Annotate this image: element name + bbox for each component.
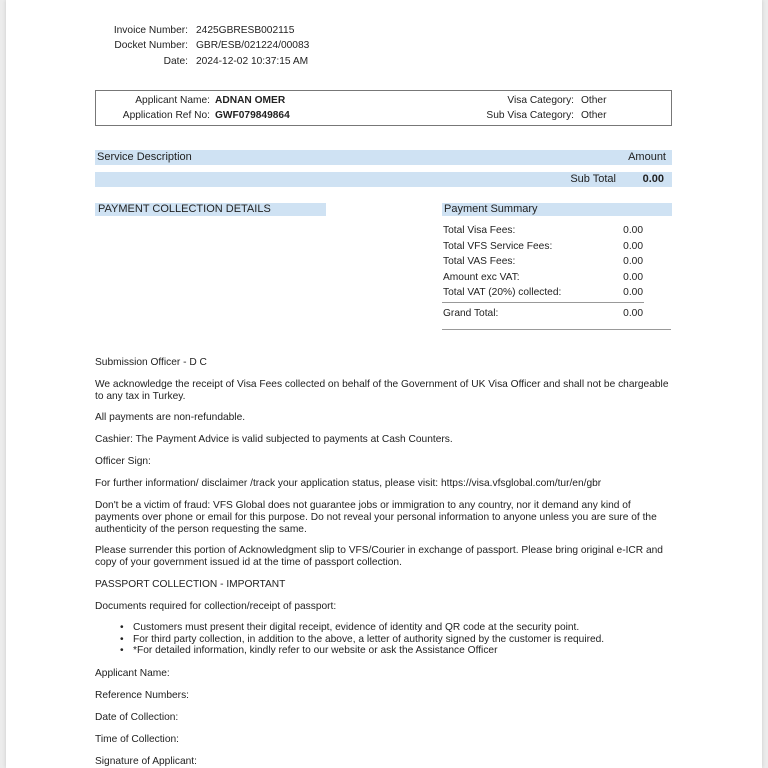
applicant-name-label: Applicant Name: <box>135 95 210 106</box>
invoice-number-value: 2425GBRESB002115 <box>196 25 295 36</box>
passport-collection-title: PASSPORT COLLECTION - IMPORTANT <box>95 579 286 590</box>
summary-value: 0.00 <box>623 256 643 267</box>
applicant-name-value: ADNAN OMER <box>215 95 286 106</box>
service-description-label: Service Description <box>97 151 192 163</box>
officer-sign-label: Officer Sign: <box>95 456 151 467</box>
submission-officer: Submission Officer - D C <box>95 357 207 368</box>
reference-numbers-label: Reference Numbers: <box>95 690 189 701</box>
visa-category-label: Visa Category: <box>507 95 574 106</box>
summary-label: Amount exc VAT: <box>443 272 520 283</box>
payment-summary-title: Payment Summary <box>444 203 538 215</box>
sub-visa-category-value: Other <box>581 110 607 121</box>
grand-total-value: 0.00 <box>623 308 643 319</box>
summary-label: Total Visa Fees: <box>443 225 516 236</box>
time-of-collection-label: Time of Collection: <box>95 734 179 745</box>
summary-row <box>443 256 643 271</box>
further-info-text: For further information/ disclaimer /track your application status, please visit: https://visa.vfsglobal.com/tur/en/gbr <box>95 478 602 489</box>
application-ref-value: GWF079849864 <box>215 110 290 121</box>
date-value: 2024-12-02 10:37:15 AM <box>196 56 309 67</box>
applicant-name-field-label: Applicant Name: <box>95 668 170 679</box>
summary-row <box>443 241 643 256</box>
summary-label: Total VAS Fees: <box>443 256 516 267</box>
application-ref-label: Application Ref No: <box>122 110 210 121</box>
cashier-text: Cashier: The Payment Advice is valid subjected to payments at Cash Counters. <box>95 434 453 445</box>
acknowledgement-text: We acknowledge the receipt of Visa Fees collected on behalf of the Government of UK Visa Officer and shall not be chargeable to any tax in Turkey. <box>95 379 669 402</box>
amount-label: Amount <box>628 151 666 163</box>
list-item: • *For detailed information, kindly refer to our website or ask the Assistance Officer <box>118 645 604 657</box>
grand-total-row <box>443 308 643 323</box>
date-label: Date: <box>163 56 188 67</box>
invoice-number-label: Invoice Number: <box>113 25 188 36</box>
subtotal-row <box>95 172 672 187</box>
summary-row <box>443 272 643 287</box>
documents-required-text: Documents required for collection/receipt of passport: <box>95 601 337 612</box>
summary-row <box>443 287 643 302</box>
applicant-box <box>95 90 672 126</box>
docket-number-label: Docket Number: <box>114 40 188 51</box>
docket-number-value: GBR/ESB/021224/00083 <box>196 40 310 51</box>
summary-divider <box>442 302 644 303</box>
sub-visa-category-label: Sub Visa Category: <box>486 110 574 121</box>
summary-value: 0.00 <box>623 272 643 283</box>
summary-label: Total VAT (20%) collected: <box>443 287 562 298</box>
payment-collection-title: PAYMENT COLLECTION DETAILS <box>98 203 271 215</box>
receipt-page <box>6 0 762 768</box>
subtotal-value: 0.00 <box>642 173 664 185</box>
list-item: • Customers must present their digital receipt, evidence of identity and QR code at the security point. <box>118 622 604 634</box>
summary-bottom-rule <box>442 329 671 330</box>
summary-value: 0.00 <box>623 225 643 236</box>
grand-total-label: Grand Total: <box>443 308 499 319</box>
list-item: • For third party collection, in addition to the above, a letter of authority signed by the customer is required. <box>118 634 604 646</box>
summary-row <box>443 225 643 240</box>
payment-summary-header <box>442 203 672 216</box>
summary-label: Total VFS Service Fees: <box>443 241 553 252</box>
fraud-warning-text: Don't be a victim of fraud: VFS Global does not guarantee jobs or immigration to any country, nor it demand any kind of payments over phone or email for this purpose. Do not reveal your personal information to anyone unless you are sure of the authenticity of the person requesting the same. <box>95 500 657 535</box>
visa-category-value: Other <box>581 95 607 106</box>
date-of-collection-label: Date of Collection: <box>95 712 179 723</box>
surrender-text: Please surrender this portion of Acknowledgment slip to VFS/Courier in exchange of passport. Please bring original e-ICR and copy of your government issued id at the time of passport collection. <box>95 545 663 568</box>
documents-list <box>118 622 604 657</box>
payment-collection-header <box>95 203 326 216</box>
service-description-header <box>95 150 672 165</box>
subtotal-label: Sub Total <box>570 173 616 185</box>
non-refundable-text: All payments are non-refundable. <box>95 412 246 423</box>
signature-of-applicant-label: Signature of Applicant: <box>95 756 197 767</box>
summary-value: 0.00 <box>623 287 643 298</box>
summary-value: 0.00 <box>623 241 643 252</box>
